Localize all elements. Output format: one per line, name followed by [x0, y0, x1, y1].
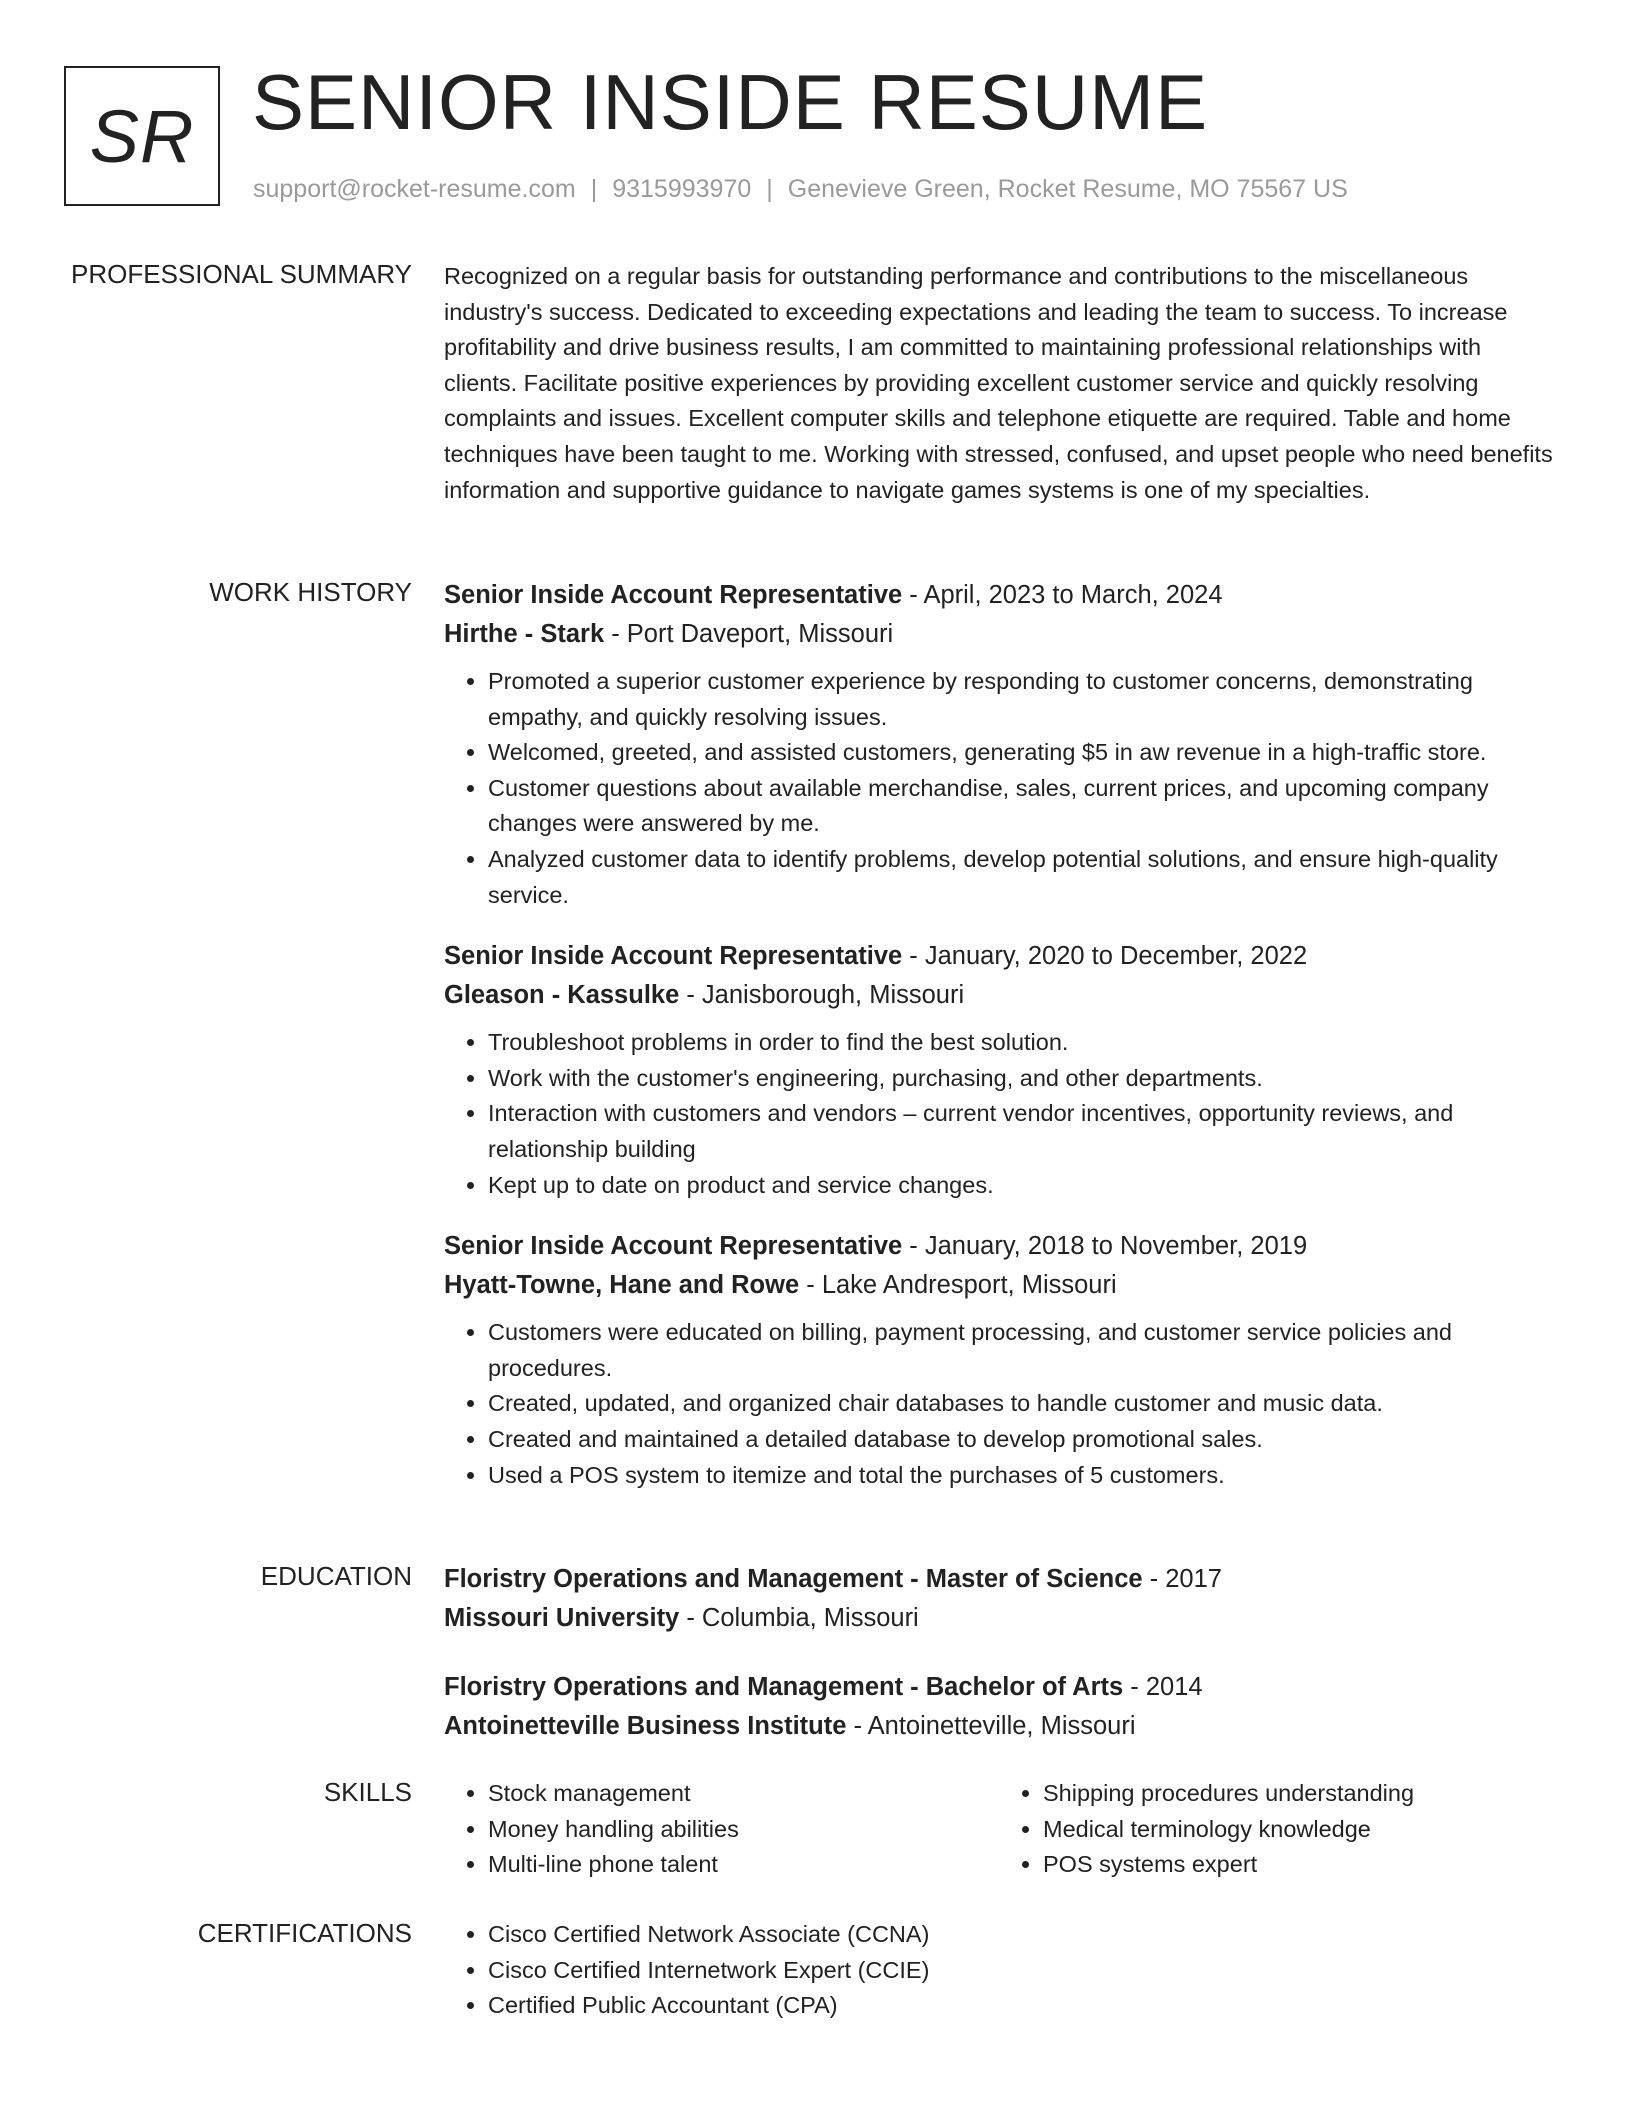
job-bullet: • Promoted a superior customer experience by responding to customer concerns, demonstrating empathy, and quickly resolving issues.: [488, 664, 1554, 735]
section-label-education: EDUCATION: [260, 1561, 412, 1591]
job-entry: [444, 576, 1554, 913]
education-degree-line: [444, 1560, 1554, 1599]
section-label-summary: PROFESSIONAL SUMMARY: [71, 259, 412, 289]
education-school-line: [444, 1707, 1554, 1746]
job-bullet: • Customers were educated on billing, payment processing, and customer service policies and procedures.: [488, 1315, 1554, 1386]
job-bullet: • Created, updated, and organized chair databases to handle customer and music data.: [488, 1386, 1554, 1422]
job-company-line: [444, 615, 1554, 654]
job-title-line: [444, 937, 1554, 976]
job-dates: - January, 2018 to November, 2019: [902, 1232, 1308, 1261]
contact-address: Genevieve Green, Rocket Resume, MO 75567 US: [787, 175, 1348, 203]
education-location: - Columbia, Missouri: [679, 1604, 919, 1632]
contact-line: [253, 174, 1348, 204]
section-label-skills: SKILLS: [323, 1777, 412, 1807]
monogram-logo: [64, 66, 220, 206]
certification-item: • Cisco Certified Network Associate (CCNA): [488, 1917, 1554, 1953]
job-bullet: • Customer questions about available merchandise, sales, current prices, and upcoming company changes were answered by me.: [488, 771, 1554, 842]
education-year: - 2017: [1142, 1565, 1222, 1593]
job-company-line: [444, 1266, 1554, 1305]
job-location: - Janisborough, Missouri: [679, 981, 965, 1010]
skill-item: • Shipping procedures understanding: [1043, 1776, 1554, 1812]
job-bullets: [444, 1025, 1554, 1203]
skills-list-left: [444, 1776, 999, 1883]
skills-list-right: [999, 1776, 1554, 1883]
education-school: Antoinetteville Business Institute: [444, 1712, 847, 1740]
job-company: Gleason - Kassulke: [444, 981, 680, 1010]
section-label-work: WORK HISTORY: [209, 577, 412, 607]
job-bullet: • Interaction with customers and vendors – current vendor incentives, opportunity reviews, and relationship building: [488, 1096, 1554, 1167]
monogram-text: SR: [89, 94, 195, 178]
job-title-line: [444, 576, 1554, 615]
education-year: - 2014: [1123, 1673, 1203, 1701]
education-degree: Floristry Operations and Management - Master of Science: [444, 1565, 1143, 1593]
job-bullet: • Kept up to date on product and service changes.: [488, 1168, 1554, 1204]
skill-item: • Stock management: [488, 1776, 999, 1812]
job-title-line: [444, 1227, 1554, 1266]
job-company: Hirthe - Stark: [444, 620, 605, 648]
certification-item: • Cisco Certified Internetwork Expert (CCIE): [488, 1953, 1554, 1989]
job-dates: - January, 2020 to December, 2022: [902, 942, 1308, 971]
job-bullet: • Analyzed customer data to identify problems, develop potential solutions, and ensure high-quality service.: [488, 842, 1554, 913]
job-bullets: [444, 1315, 1554, 1493]
contact-separator: |: [590, 175, 598, 203]
education-degree: Floristry Operations and Management - Bachelor of Arts: [444, 1673, 1124, 1701]
job-title: Senior Inside Account Representative: [444, 942, 903, 971]
job-location: - Lake Andresport, Missouri: [799, 1271, 1117, 1300]
job-bullets: [444, 664, 1554, 913]
job-location: - Port Daveport, Missouri: [604, 620, 894, 648]
skill-item: • Multi-line phone talent: [488, 1847, 999, 1883]
resume-title: SENIOR INSIDE RESUME: [252, 58, 1209, 146]
job-bullet: • Used a POS system to itemize and total the purchases of 5 customers.: [488, 1458, 1554, 1494]
contact-separator: |: [766, 175, 773, 203]
job-bullet: • Created and maintained a detailed database to develop promotional sales.: [488, 1422, 1554, 1458]
certification-item: • Certified Public Accountant (CPA): [488, 1988, 1554, 2024]
skills-columns: [444, 1776, 1554, 1883]
education-entry: [444, 1668, 1554, 1746]
contact-phone: 9315993970: [612, 175, 752, 203]
job-dates: - April, 2023 to March, 2024: [902, 581, 1223, 609]
education-school: Missouri University: [444, 1604, 680, 1632]
summary-text: Recognized on a regular basis for outstanding performance and contributions to the miscellaneous industry's success. Dedicated to exceeding expectations and leading the team to success. To increase profitability and drive business results, I am committed to maintaining professional relationships with clients. Facilitate positive experiences by providing excellent customer service and quickly resolving complaints and issues. Excellent computer skills and telephone etiquette are required. Table and home techniques have been taught to me. Working with stressed, confused, and upset people who need benefits information and supportive guidance to navigate games systems is one of my specialties.: [444, 263, 1553, 503]
job-company-line: [444, 976, 1554, 1015]
job-entry: [444, 937, 1554, 1203]
certifications-list: [444, 1917, 1554, 2024]
education-school-line: [444, 1599, 1554, 1638]
job-bullet: • Welcomed, greeted, and assisted customers, generating $5 in aw revenue in a high-traffic store.: [488, 735, 1554, 771]
section-label-certifications: CERTIFICATIONS: [197, 1918, 412, 1948]
job-title: Senior Inside Account Representative: [444, 581, 903, 609]
job-title: Senior Inside Account Representative: [444, 1232, 903, 1261]
job-bullet: • Work with the customer's engineering, purchasing, and other departments.: [488, 1061, 1554, 1097]
skill-item: • Medical terminology knowledge: [1043, 1812, 1554, 1848]
job-company: Hyatt-Towne, Hane and Rowe: [444, 1271, 800, 1300]
job-entry: [444, 1227, 1554, 1493]
job-bullet: • Troubleshoot problems in order to find the best solution.: [488, 1025, 1554, 1061]
education-location: - Antoinetteville, Missouri: [846, 1712, 1136, 1740]
education-degree-line: [444, 1668, 1554, 1707]
education-entry: [444, 1560, 1554, 1638]
contact-email: support@rocket-resume.com: [253, 175, 576, 203]
skill-item: • Money handling abilities: [488, 1812, 999, 1848]
skill-item: • POS systems expert: [1043, 1847, 1554, 1883]
